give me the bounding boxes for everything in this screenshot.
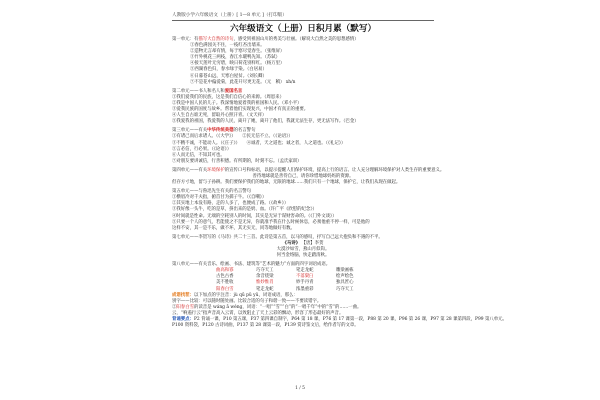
- unit1-heading-prefix: 第一单元：有: [172, 37, 199, 42]
- unit8-heading: 第八单元——有关音乐、绘画、书法、建筑等“艺术的魅力”方面的四字词语成语。: [172, 262, 331, 268]
- recite-text: P2 背诵一课，P10 第五课，P37 第四课自制字，P64 第 18 课，P76 第 17 课第一段，P88 第 20 课，P96 第 26 课，P97 第 28 课第四段，P99 第八单元。: [193, 317, 507, 323]
- idiom-cell: 余音绕梁: [256, 274, 274, 280]
- unit4-heading-highlight: 环境保护: [207, 167, 225, 173]
- idiom-cell: 美不胜收: [216, 280, 234, 286]
- poem-line: ⑥日暮苍山远，天寒白屋贫。（刘长卿）: [190, 73, 267, 79]
- poem-line: ②造物无言却有情，每于寒尽觉春生。（张维屏）: [190, 49, 285, 55]
- quote-line: ①我们爱我们的民族，这是我们自信心的来源。（周恩来）: [172, 94, 284, 100]
- unit4-heading-suffix: 的宣传口号和标语，以提示提醒人们保护环境，提高上行的语言。让人充分理解环境保护对人类生存的重要意义。: [224, 167, 445, 173]
- idiom-cell: 笔走龙蛇: [256, 286, 274, 292]
- unit4-heading-prefix: 第四单元——有关: [172, 167, 208, 173]
- quote-line: ⑤我爱我的祖国，我爱我的人民，离开了她，离开了他们，我就无法生存，更无法写作。（巴金）: [172, 119, 359, 125]
- poem-author: 【唐】李贺: [301, 240, 324, 246]
- quote-line: ②我是中国人民的儿子。我深情地爱着我的祖国和人民。（邓小平）: [172, 100, 302, 106]
- unit3-heading-suffix: 的名言警句: [233, 128, 256, 134]
- poem-line: ④接天莲叶无穷碧，映日荷花别样红。（杨万里）: [190, 61, 285, 67]
- quote-line: ③我好像一头牛，吃的是草，挤出来的是奶、血。（许广平《欣慰的纪念》）: [172, 207, 317, 213]
- idiom-cell: 巧夺天工: [256, 268, 274, 274]
- notes-line: P100 资料袋，P120 古诗词曲，P137 第 28 课第一段，P139 赏诗鉴文后，给作者写的文章。: [172, 323, 359, 329]
- quote-line: ⑦对朋友要讲诚信，行善积德。有所期的，时刻不忘。（孟氏家训）: [172, 158, 302, 164]
- idiom-cell: 古色古香: [216, 274, 234, 280]
- slogan-line: 善待地球就是善待自己，请你珍惜地球妈妈的资源。: [252, 173, 354, 179]
- idiom-cell: 妙手丹青: [296, 280, 314, 286]
- idiom-cell: 浓墨重彩: [296, 286, 314, 292]
- page-number: 1 / 5: [295, 386, 305, 391]
- poem-line: ①春色满园关不住，一枝红杏出墙来。: [190, 43, 265, 49]
- quote-line: ②其实地上本没有路，走的人多了，也便成了路。（《故乡》）: [172, 201, 289, 207]
- unit1-heading-tail: （解说大自然之美的思想感情）: [299, 37, 359, 42]
- poem-line-text: ⑦不是花中偏爱菊，此花开尽更无花。（元 稹）: [190, 79, 285, 85]
- unit7-heading-prefix: 第七单元: [172, 234, 190, 240]
- quote-line: 这样不安，其一是不乐，做不坏，其无实无，同等地做好有数。: [172, 225, 295, 231]
- poem-line-suffix: xh/n: [285, 79, 296, 85]
- quote-line: ①有诸己而后求诸人。（《大学》） ②民无信不立。（《论语》）: [172, 134, 293, 140]
- notes-line: 别字——比较：可以随时随处画。比较合适的句子和谐一致——不要读错字。: [172, 298, 322, 304]
- page-header: 人教版小学六年级语文（上册）[ 1—8 单元 ]（打印版）: [172, 13, 434, 21]
- poem-line: 大漠沙如雪，燕山月似钩。: [276, 247, 330, 252]
- idiom-cell: 笔走龙蛇: [296, 268, 314, 274]
- quote-line: ④时间就是性命。无端的空耗别人的时间，其实是无异于谋财害命的。（《门外文谈》）: [172, 213, 337, 219]
- idiom-cell: 阳春白雪: [216, 286, 234, 292]
- unit2-heading-highlight: 爱国名言: [224, 88, 243, 94]
- unit7-heading-suffix: ——李贺写的《马诗》共二十三首。此诗是第五首，以马的感叹，抒写自己远大抱负和不遇的不平。: [189, 234, 383, 240]
- unit2-heading-prefix: 第二单元——书人和名人和: [172, 88, 225, 94]
- recite-label: 背诵要点：: [172, 317, 194, 323]
- notes-label: 成语找茬：: [172, 292, 194, 298]
- unit1-heading-middle: ，感受到祖国山川的秀美与壮丽。: [233, 37, 300, 42]
- poem-line: ⑤西湖春色归，春水绿于染。（白居易）: [190, 67, 267, 73]
- poem-title: 《马诗》: [282, 240, 301, 246]
- quote-line: ③不精不诚，不能动人。（《庄子》） ④诚者，天之道也；诚之者，人之道也。（《礼记》）: [172, 140, 346, 146]
- idiom-cell: 独具匠心: [336, 280, 354, 286]
- idiom-cell: 曲高和寡: [216, 268, 234, 274]
- unit3-heading-highlight: 中华传统美德: [207, 128, 234, 134]
- notes-line: 云，“响遏行云”指声音高入云霄，以致阻止了天上云彩的飘动，形容了形态最好的声音。: [172, 310, 344, 316]
- poem-line: ③竹外桃花三两枝，春江水暖鸭先知。（苏轼）: [190, 55, 281, 61]
- idiom-cell: 巧夺天工: [336, 286, 354, 292]
- closing-line: 但存方寸地，留与子孙耕。我们要保护我们的地球，无限的地球……我们只有一个地球，保护它，让我们从现在做起。: [172, 180, 401, 186]
- document-title: 六年级语文（上册）日积月累（默写）: [229, 24, 377, 34]
- quote-line: ④人生自古谁无死，留取丹心照汗青。（文天祥）: [172, 113, 267, 119]
- notes-text: 以下加点的字注音：jù qū pǔ yǔ，词语成语，那么：: [193, 292, 298, 298]
- notes-text: 的读音是 wáng ā wéng，词语：“一唱”“雪”“白”的“一唱千年”中的“雪”的……一曲。: [193, 304, 362, 310]
- unit5-heading: 第五单元——与鲁迅先生有关的名言警句: [172, 189, 252, 195]
- notes-highlight: 阳春白雪: [176, 304, 194, 310]
- idiom-cell: 不落窠臼: [296, 274, 314, 280]
- poem-line: 何当金络脑，快走踏清秋。: [276, 253, 330, 259]
- quote-line: ⑥人而无信，不知其可也。: [172, 152, 225, 158]
- quote-line: ⑤言必信，行必果。（《论语》）: [172, 146, 232, 152]
- unit3-heading-prefix: 第三单元——有关: [172, 128, 208, 134]
- quote-line: ⑤只要一个人的意气，若能使之不是无异，你就准予我在什么时候休息，必须他重不停一样，可是他的: [172, 219, 370, 225]
- quote-line: ①横眉冷对千夫指，俯首甘为孺子牛。（《自嘲》）: [172, 195, 267, 201]
- idiom-cell: 雕梁画栋: [336, 268, 354, 274]
- quote-line: ③爱我民族的国度与故乡。帮着他们实现复兴，中国才有真正的重要。: [172, 107, 309, 113]
- idiom-cell: 绘声绘色: [336, 274, 354, 280]
- idiom-cell: 惟妙惟肖: [256, 280, 274, 286]
- document-body: [172, 37, 507, 329]
- unit1-heading-highlight: 描写大自然的诗句: [198, 37, 234, 42]
- notes-prefix: ②: [172, 304, 177, 310]
